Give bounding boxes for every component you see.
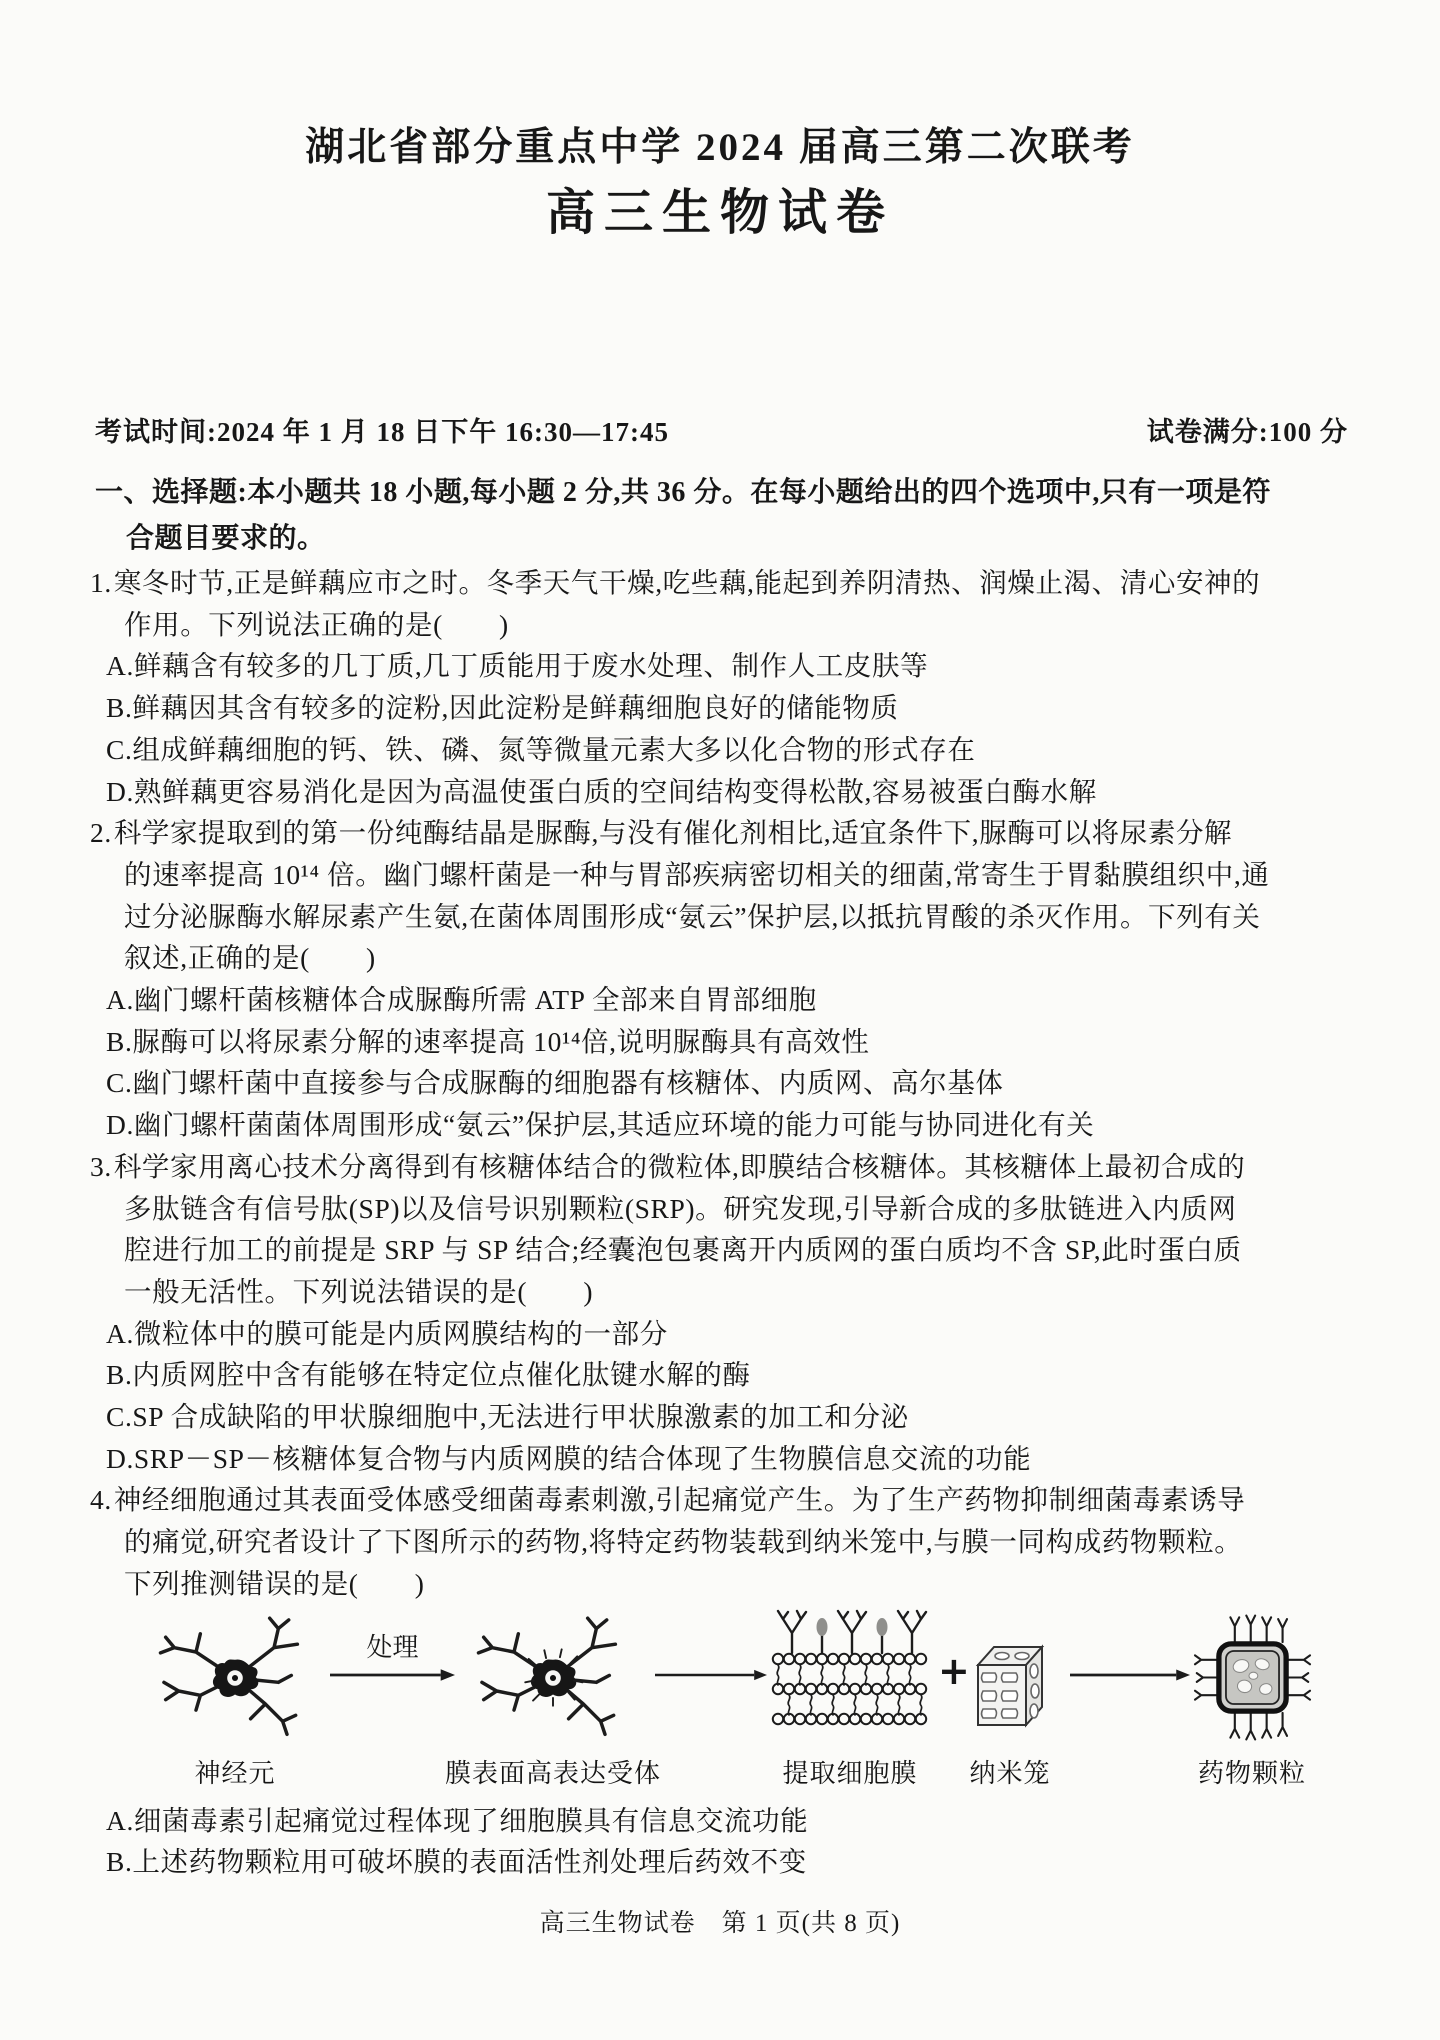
question-1-number: 1. <box>90 567 112 598</box>
question-3-option-c: C.SP 合成缺陷的甲状腺细胞中,无法进行甲状腺激素的加工和分泌 <box>106 1401 909 1433</box>
nanocage-icon <box>970 1635 1050 1730</box>
question-2-option-c: C.幽门螺杆菌中直接参与合成脲酶的细胞器有核糖体、内质网、高尔基体 <box>106 1067 1004 1099</box>
question-2-number: 2. <box>90 817 112 849</box>
question-4-stem-line-1 <box>0 1479 1440 1521</box>
question-2-stem-line-4: 叙述,正确的是( ) <box>124 942 376 974</box>
diagram-label-particle: 药物颗粒 <box>1197 1758 1306 1788</box>
question-4-stem-line-2: 的痛觉,研究者设计了下图所示的药物,将特定药物装载到纳米笼中,与膜一同构成药物颗粒。 <box>124 1526 1243 1558</box>
question-1-option-c: C.组成鲜藕细胞的钙、铁、磷、氮等微量元素大多以化合物的形式存在 <box>106 733 976 765</box>
section-1-header-line-2: 合题目要求的。 <box>126 523 326 554</box>
page-footer: 高三生物试卷 第 1 页(共 8 页) <box>539 1909 901 1937</box>
question-3-stem-line-4: 一般无活性。下列说法错误的是( ) <box>124 1275 594 1307</box>
treated-neuron-icon <box>463 1613 643 1743</box>
question-4-option-b: B.上述药物颗粒用可破坏膜的表面活性剂处理后药效不变 <box>106 1846 807 1878</box>
question-1-option-d: D.熟鲜藕更容易消化是因为高温使蛋白质的空间结构变得松散,容易被蛋白酶水解 <box>106 775 1097 807</box>
treatment-arrow-icon <box>330 1667 455 1683</box>
exam-info-row <box>95 414 1348 450</box>
section-1-header-line-1: 一、选择题:本小题共 18 小题,每小题 2 分,共 36 分。在每小题给出的四个选项中,只有一项是符 <box>95 477 1271 508</box>
question-3-stem-line-2: 多肽链含有信号肽(SP)以及信号识别颗粒(SRP)。研究发现,引导新合成的多肽链进入内质网 <box>124 1192 1237 1224</box>
diagram-label-neuron: 神经元 <box>194 1758 276 1788</box>
question-4-number: 4. <box>90 1484 112 1516</box>
question-4-stem-text: 神经细胞通过其表面受体感受细菌毒素刺激,引起痛觉产生。为了生产药物抑制细菌毒素诱导 <box>113 1484 1246 1516</box>
diagram-label-receptor: 膜表面高表达受体 <box>444 1758 661 1788</box>
question-2-stem-line-3: 过分泌脲酶水解尿素产生氨,在菌体周围形成“氨云”保护层,以抵抗胃酸的杀灭作用。下列有关 <box>124 900 1261 932</box>
question-2-option-b: B.脲酶可以将尿素分解的速率提高 10¹⁴倍,说明脲酶具有高效性 <box>106 1025 870 1057</box>
exam-time-label: 考试时间:2024 年 1 月 18 日下午 16:30—17:45 <box>95 417 669 447</box>
question-3-number: 3. <box>90 1150 112 1182</box>
question-2-stem-line-1 <box>0 812 1440 854</box>
treatment-arrow-label: 处理 <box>366 1632 419 1662</box>
question-2-option-a: A.幽门螺杆菌核糖体合成脲酶所需 ATP 全部来自胃部细胞 <box>106 984 817 1016</box>
question-2-stem-text: 科学家提取到的第一份纯酶结晶是脲酶,与没有催化剂相比,适宜条件下,脲酶可以将尿素分解 <box>113 817 1233 849</box>
question-4-option-a: A.细菌毒素引起痛觉过程体现了细胞膜具有信息交流功能 <box>106 1804 809 1836</box>
question-1-stem-line-2: 作用。下列说法正确的是( ) <box>124 608 509 640</box>
drug-particle-icon <box>1195 1605 1310 1750</box>
question-2-stem-line-2: 的速率提高 10¹⁴ 倍。幽门螺杆菌是一种与胃部疾病密切相关的细菌,常寄生于胃黏膜组织中,通 <box>124 858 1270 890</box>
question-1-stem-line-1 <box>0 562 1440 604</box>
question-1-option-a: A.鲜藕含有较多的几丁质,几丁质能用于废水处理、制作人工皮肤等 <box>106 650 929 682</box>
diagram-label-membrane: 提取细胞膜 <box>782 1758 918 1788</box>
diagram-label-nanocage: 纳米笼 <box>969 1758 1051 1788</box>
question-3-option-b: B.内质网腔中含有能够在特定位点催化肽键水解的酶 <box>106 1359 751 1391</box>
question-3-stem-line-3: 腔进行加工的前提是 SRP 与 SP 结合;经囊泡包裹离开内质网的蛋白质均不含 SP,此时蛋白质 <box>124 1234 1242 1266</box>
extract-arrow-icon <box>655 1667 767 1683</box>
question-3-option-a: A.微粒体中的膜可能是内质网膜结构的一部分 <box>106 1317 668 1349</box>
paper-title: 高三生物试卷 <box>545 185 894 240</box>
question-3-stem-text: 科学家用离心技术分离得到有核糖体结合的微粒体,即膜结合核糖体。其核糖体上最初合成的 <box>113 1150 1246 1182</box>
full-score-label: 试卷满分:100 分 <box>1146 417 1348 447</box>
question-3-stem-line-1 <box>0 1146 1440 1188</box>
question-2-option-d: D.幽门螺杆菌菌体周围形成“氨云”保护层,其适应环境的能力可能与协同进化有关 <box>106 1109 1095 1141</box>
neuron-icon <box>145 1613 325 1743</box>
membrane-icon <box>770 1609 930 1736</box>
question-1-option-b: B.鲜藕因其含有较多的淀粉,因此淀粉是鲜藕细胞良好的储能物质 <box>106 692 899 724</box>
assemble-arrow-icon <box>1070 1667 1190 1683</box>
plus-sign: + <box>938 1648 970 1693</box>
question-4-stem-line-3: 下列推测错误的是( ) <box>124 1567 425 1599</box>
exam-title: 湖北省部分重点中学 2024 届高三第二次联考 <box>305 126 1135 169</box>
section-1-header <box>0 470 1440 562</box>
question-1-stem-text: 寒冬时节,正是鲜藕应市之时。冬季天气干燥,吃些藕,能起到养阴清热、润燥止渴、清心安神的 <box>113 567 1261 598</box>
question-4-diagram <box>95 1605 1375 1800</box>
question-3-option-d: D.SRP－SP－核糖体复合物与内质网膜的结合体现了生物膜信息交流的功能 <box>106 1442 1032 1474</box>
